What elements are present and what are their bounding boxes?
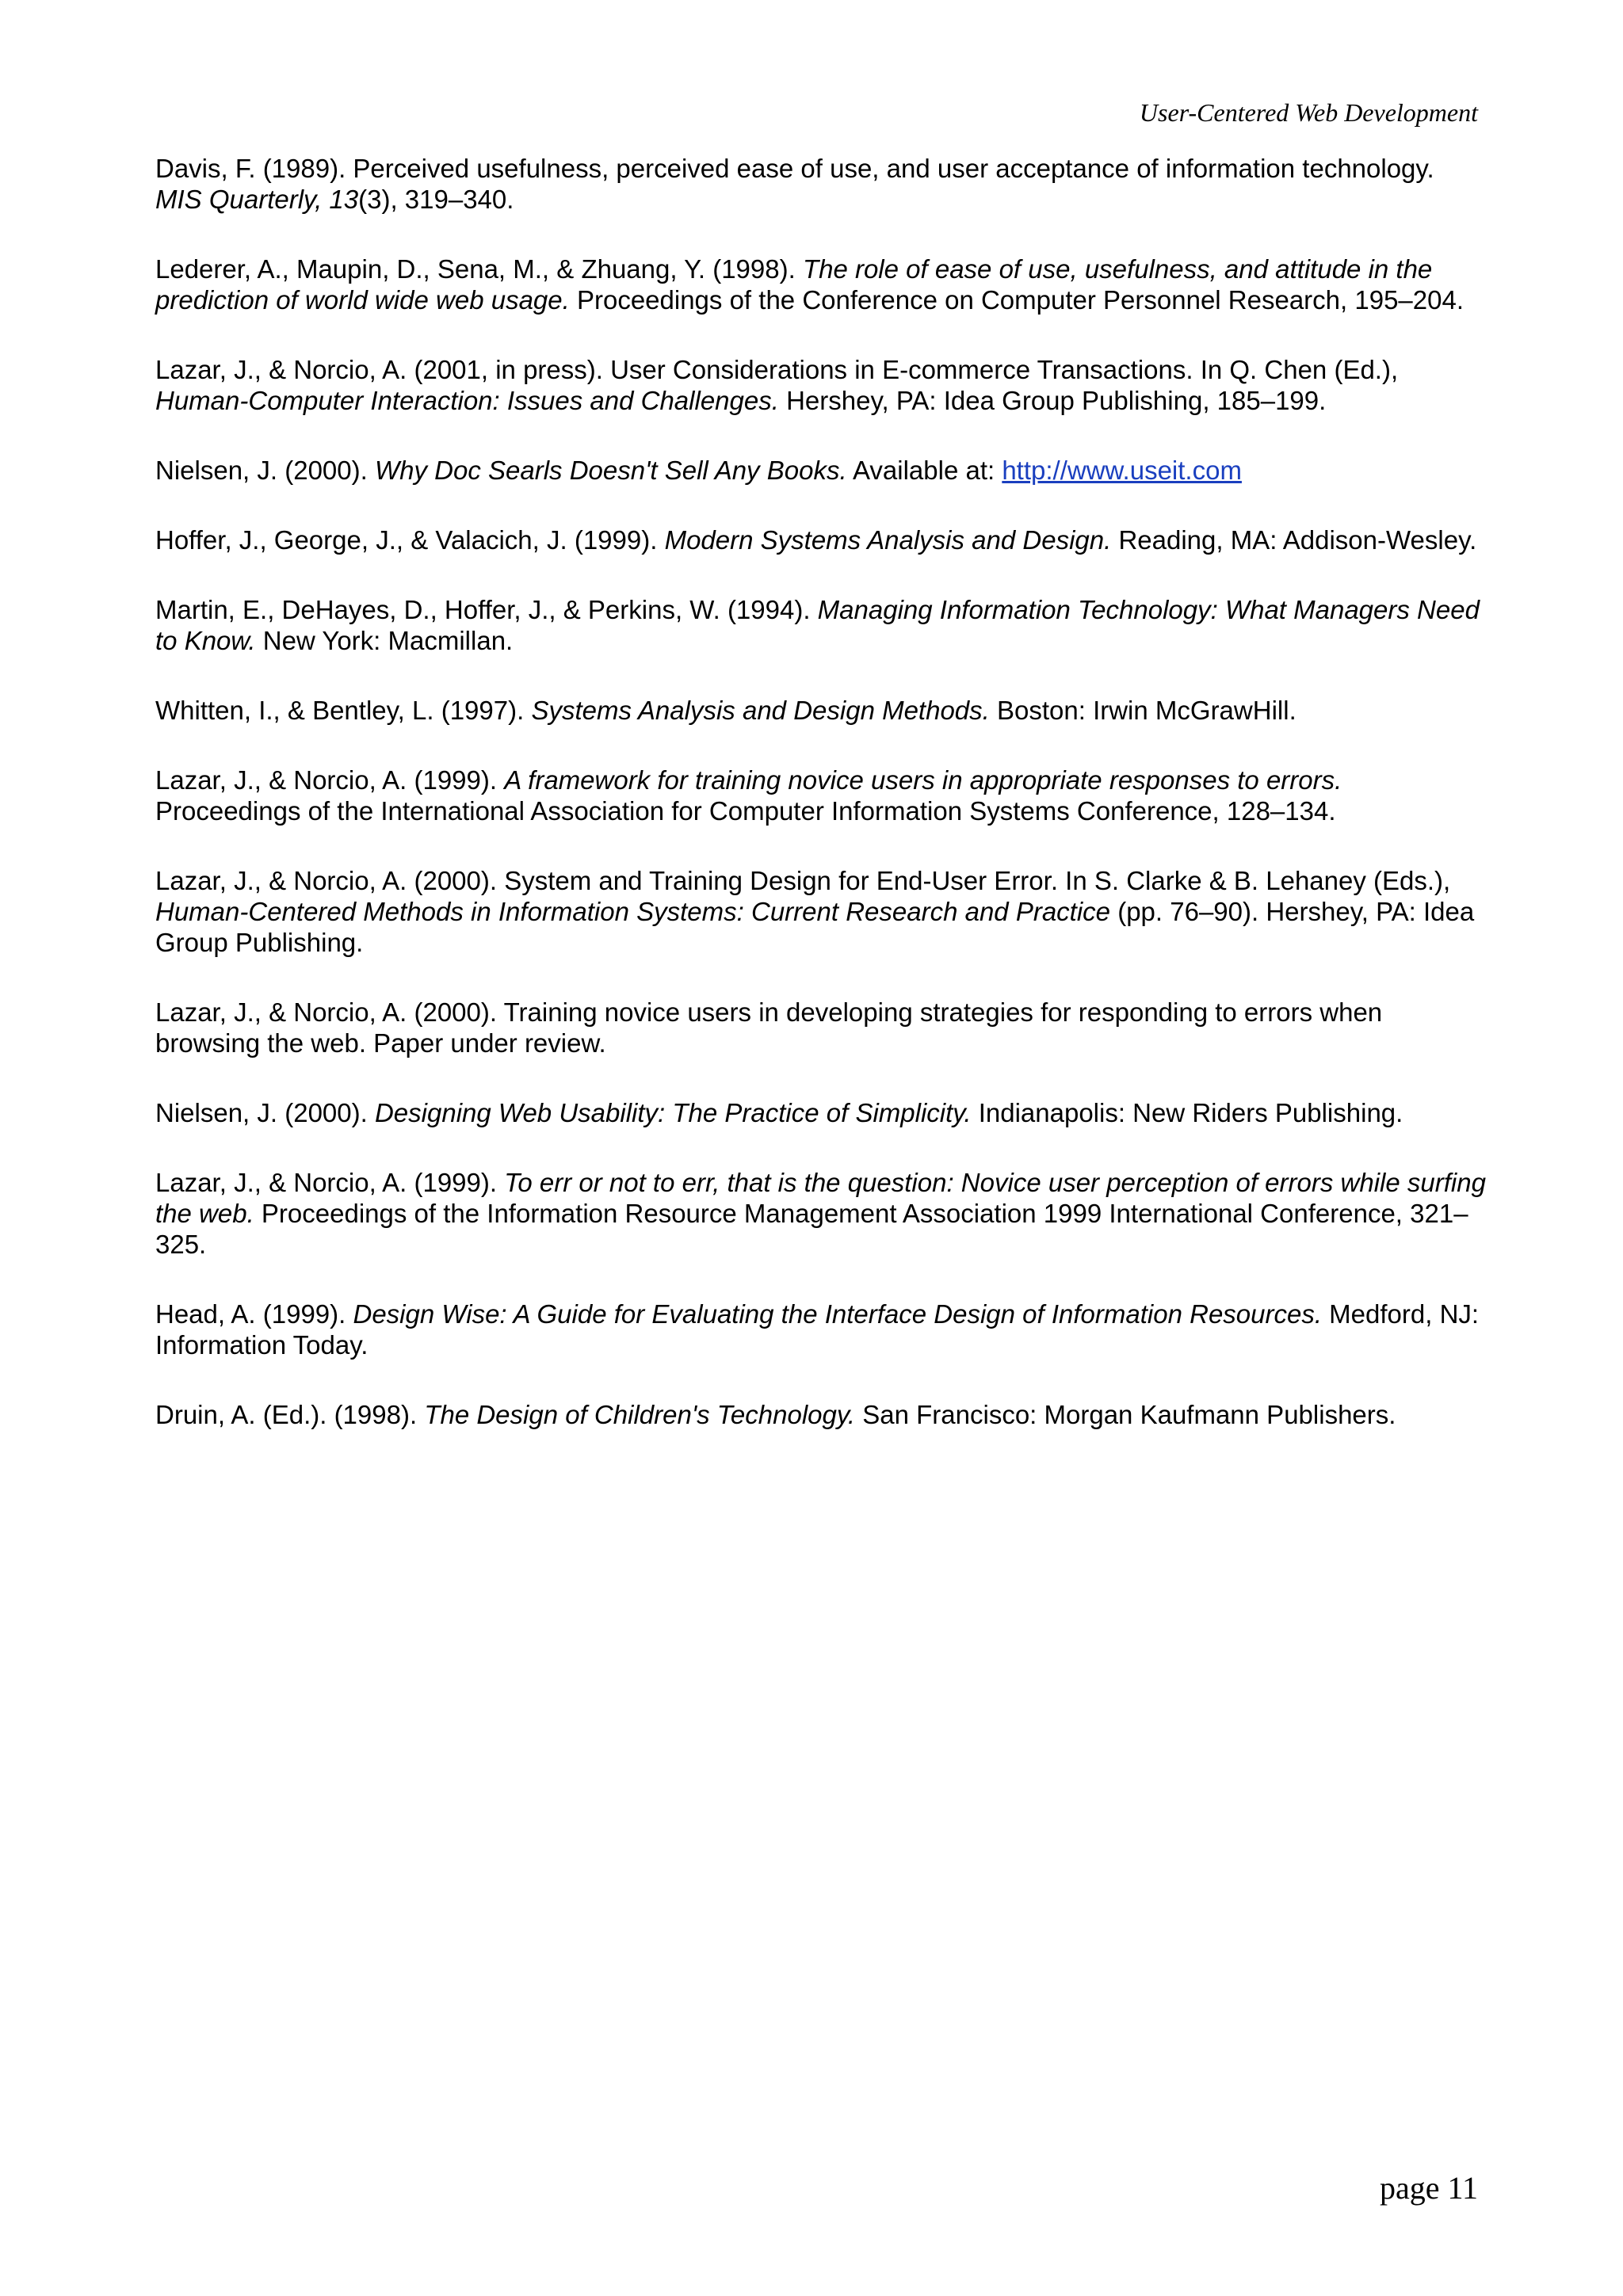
reference-details: Indianapolis: New Riders Publishing. — [971, 1098, 1403, 1127]
reference-item — [155, 455, 1487, 486]
reference-item — [155, 865, 1487, 958]
reference-details: Proceedings of the Information Resource Management Association 1999 International Conference, 321–325. — [155, 1199, 1468, 1259]
reference-source-title: Designing Web Usability: The Practice of Simplicity. — [374, 1098, 972, 1127]
reference-details: Medford, NJ: Information Today. — [155, 1299, 1480, 1360]
reference-source-title: The role of ease of use, usefulness, and attitude in the prediction of world wide web usage. — [155, 254, 1433, 315]
running-header-title: User-Centered Web Development — [1139, 98, 1478, 127]
reference-item — [155, 524, 1487, 555]
reference-source-title: To err or not to err, that is the question: Novice user perception of errors while surfing the web. — [155, 1168, 1486, 1228]
reference-source-title: Design Wise: A Guide for Evaluating the Interface Design of Information Resources. — [353, 1299, 1323, 1329]
reference-source-title: Systems Analysis and Design Methods. — [531, 696, 990, 725]
reference-text: Lazar, J., & Norcio, A. (2001, in press). User Considerations in E-commerce Transactions. In Q. Chen (Ed.), — [155, 355, 1399, 384]
reference-details: (3), 319–340. — [358, 185, 514, 214]
reference-details: (pp. 76–90). Hershey, PA: Idea Group Publishing. — [155, 897, 1475, 957]
reference-text: Lederer, A., Maupin, D., Sena, M., & Zhuang, Y. (1998). — [155, 254, 803, 284]
reference-source-title: MIS Quarterly, 13 — [155, 185, 359, 214]
reference-list — [155, 153, 1487, 1469]
reference-text: Lazar, J., & Norcio, A. (1999). — [155, 1168, 505, 1197]
reference-source-title: Human-Centered Methods in Information Systems: Current Research and Practice — [155, 897, 1111, 926]
reference-details: Available at: — [846, 456, 1002, 485]
reference-item — [155, 354, 1487, 416]
reference-item — [155, 695, 1487, 726]
reference-details: New York: Macmillan. — [255, 626, 514, 655]
reference-item — [155, 765, 1487, 826]
reference-item — [155, 254, 1487, 315]
reference-text: Martin, E., DeHayes, D., Hoffer, J., & Perkins, W. (1994). — [155, 595, 818, 624]
reference-item — [155, 1097, 1487, 1128]
reference-source-title: Managing Information Technology: What Managers Need to Know. — [155, 595, 1480, 655]
reference-item — [155, 1399, 1487, 1430]
reference-item — [155, 1167, 1487, 1260]
reference-text: Whitten, I., & Bentley, L. (1997). — [155, 696, 532, 725]
reference-text: Nielsen, J. (2000). — [155, 1098, 375, 1127]
reference-text: Hoffer, J., George, J., & Valacich, J. (1999). — [155, 525, 665, 555]
reference-details: Proceedings of the Conference on Computer Personnel Research, 195–204. — [569, 285, 1465, 315]
reference-details: Reading, MA: Addison-Wesley. — [1111, 525, 1477, 555]
reference-item — [155, 153, 1487, 215]
reference-details: San Francisco: Morgan Kaufmann Publishers. — [855, 1400, 1396, 1429]
reference-text: Druin, A. (Ed.). (1998). — [155, 1400, 425, 1429]
reference-details: Proceedings of the International Association for Computer Information Systems Conference, 128–134. — [155, 796, 1336, 826]
reference-details: Boston: Irwin McGrawHill. — [989, 696, 1296, 725]
reference-text: Nielsen, J. (2000). — [155, 456, 375, 485]
reference-text: Lazar, J., & Norcio, A. (2000). Training novice users in developing strategies for responding to errors when browsing the web. Paper under review. — [155, 997, 1383, 1058]
reference-source-title: Modern Systems Analysis and Design. — [664, 525, 1112, 555]
useit-link[interactable]: http://www.useit.com — [1002, 456, 1242, 485]
reference-item — [155, 594, 1487, 656]
reference-item — [155, 997, 1487, 1058]
reference-source-title: Why Doc Searls Doesn't Sell Any Books. — [374, 456, 847, 485]
reference-source-title: Human-Computer Interaction: Issues and Challenges. — [155, 386, 779, 415]
reference-text: Head, A. (1999). — [155, 1299, 353, 1329]
reference-details: Hershey, PA: Idea Group Publishing, 185–199. — [778, 386, 1327, 415]
reference-source-title: A framework for training novice users in appropriate responses to errors. — [504, 765, 1342, 795]
reference-text: Lazar, J., & Norcio, A. (2000). System and Training Design for End-User Error. In S. Clarke & B. Lehaney (Eds.), — [155, 866, 1451, 895]
reference-item — [155, 1299, 1487, 1360]
reference-text: Davis, F. (1989). Perceived usefulness, perceived ease of use, and user acceptance of information technology. — [155, 154, 1434, 183]
page-number: page 11 — [1379, 2170, 1478, 2206]
reference-source-title: The Design of Children's Technology. — [424, 1400, 856, 1429]
reference-text: Lazar, J., & Norcio, A. (1999). — [155, 765, 505, 795]
